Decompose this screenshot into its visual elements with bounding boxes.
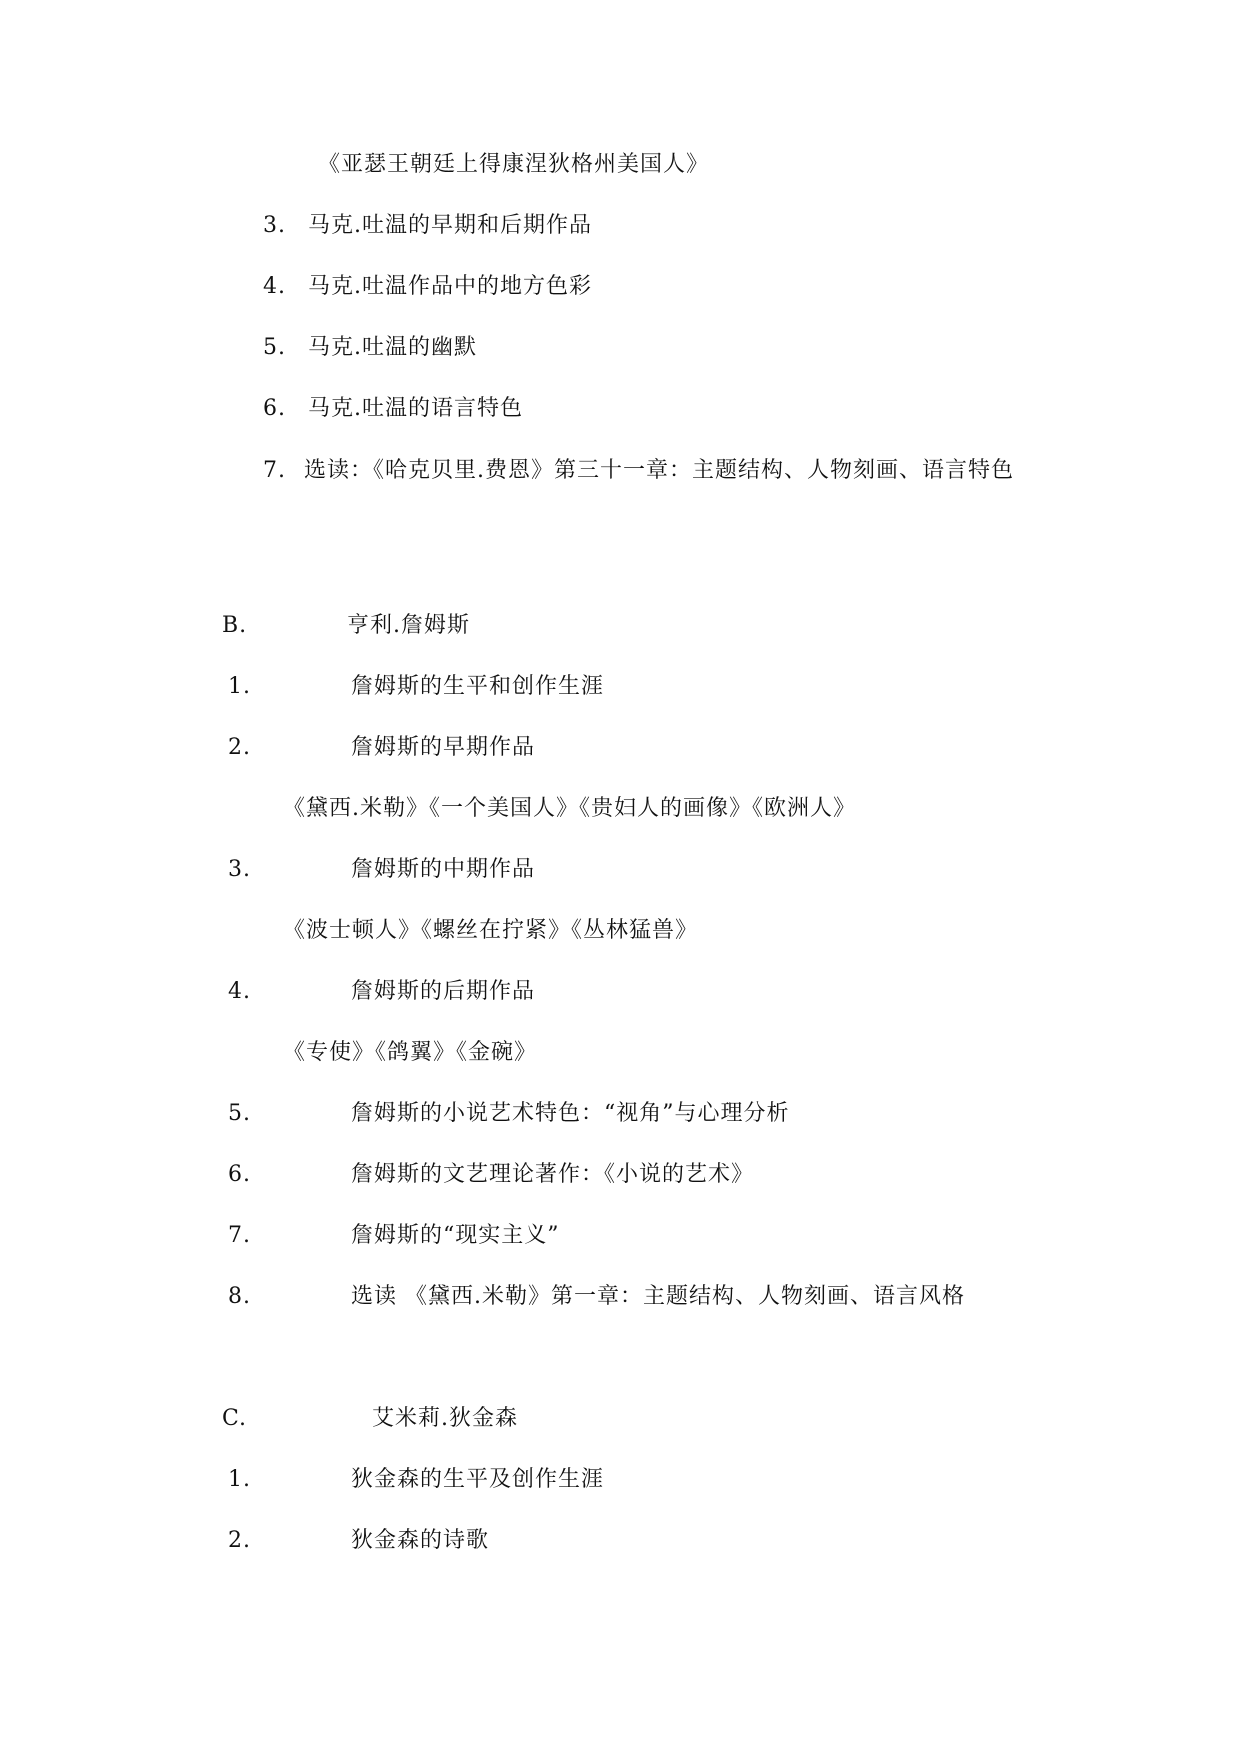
item-number: 2. [228, 1528, 251, 1553]
item-number: 6. [228, 1162, 251, 1187]
item-text: 詹姆斯的生平和创作生涯 [351, 674, 605, 699]
item-text: 狄金森的诗歌 [351, 1528, 490, 1553]
section-title: 艾米莉.狄金森 [372, 1406, 518, 1431]
item-text: 马克.吐温的早期和后期作品 [308, 213, 592, 238]
item-number: 8. [228, 1284, 251, 1309]
item-text: 詹姆斯的文艺理论著作：《小说的艺术》 [351, 1162, 755, 1187]
item-number: 1. [228, 674, 251, 699]
works-line: 《波士顿人》《螺丝在拧紧》《丛林猛兽》 [283, 918, 699, 943]
item-number: 1. [228, 1467, 251, 1492]
section-letter: C. [222, 1406, 248, 1431]
item-number: 7. [228, 1223, 251, 1248]
item-number: 3. [228, 857, 251, 882]
list-item [263, 456, 1053, 486]
item-text: 选读 《黛西.米勒》第一章：主题结构、人物刻画、语言风格 [351, 1284, 965, 1309]
item-number: 5. [263, 335, 286, 360]
list-item [263, 211, 592, 241]
section-title: 亨利.詹姆斯 [347, 613, 470, 638]
item-number: 3. [263, 213, 286, 238]
item-text: 詹姆斯的后期作品 [351, 979, 536, 1004]
item-text: 詹姆斯的小说艺术特色：“视角”与心理分析 [351, 1101, 790, 1126]
list-item [263, 394, 523, 424]
item-text: 马克.吐温的幽默 [308, 335, 477, 360]
item-number: 4. [263, 274, 286, 299]
item-text: 马克.吐温的语言特色 [308, 396, 523, 421]
works-line: 《专使》《鸽翼》《金碗》 [283, 1040, 538, 1065]
works-line-twain: 《亚瑟王朝廷上得康涅狄格州美国人》 [318, 152, 710, 177]
section-letter: B. [222, 613, 248, 638]
item-text: 马克.吐温作品中的地方色彩 [308, 274, 592, 299]
item-number: 5. [228, 1101, 251, 1126]
item-number: 7. [263, 458, 286, 483]
item-text: 詹姆斯的早期作品 [351, 735, 536, 760]
list-item [263, 333, 477, 363]
item-text: 选读：《哈克贝里.费恩》第三十一章：主题结构、人物刻画、语言特色 [304, 458, 1014, 483]
works-line: 《黛西.米勒》《一个美国人》《贵妇人的画像》《欧洲人》 [283, 796, 856, 821]
item-text: 詹姆斯的“现实主义” [351, 1223, 560, 1248]
item-text: 詹姆斯的中期作品 [351, 857, 536, 882]
item-number: 6. [263, 396, 286, 421]
item-text: 狄金森的生平及创作生涯 [351, 1467, 605, 1492]
list-item [263, 272, 592, 302]
item-number: 2. [228, 735, 251, 760]
item-number: 4. [228, 979, 251, 1004]
